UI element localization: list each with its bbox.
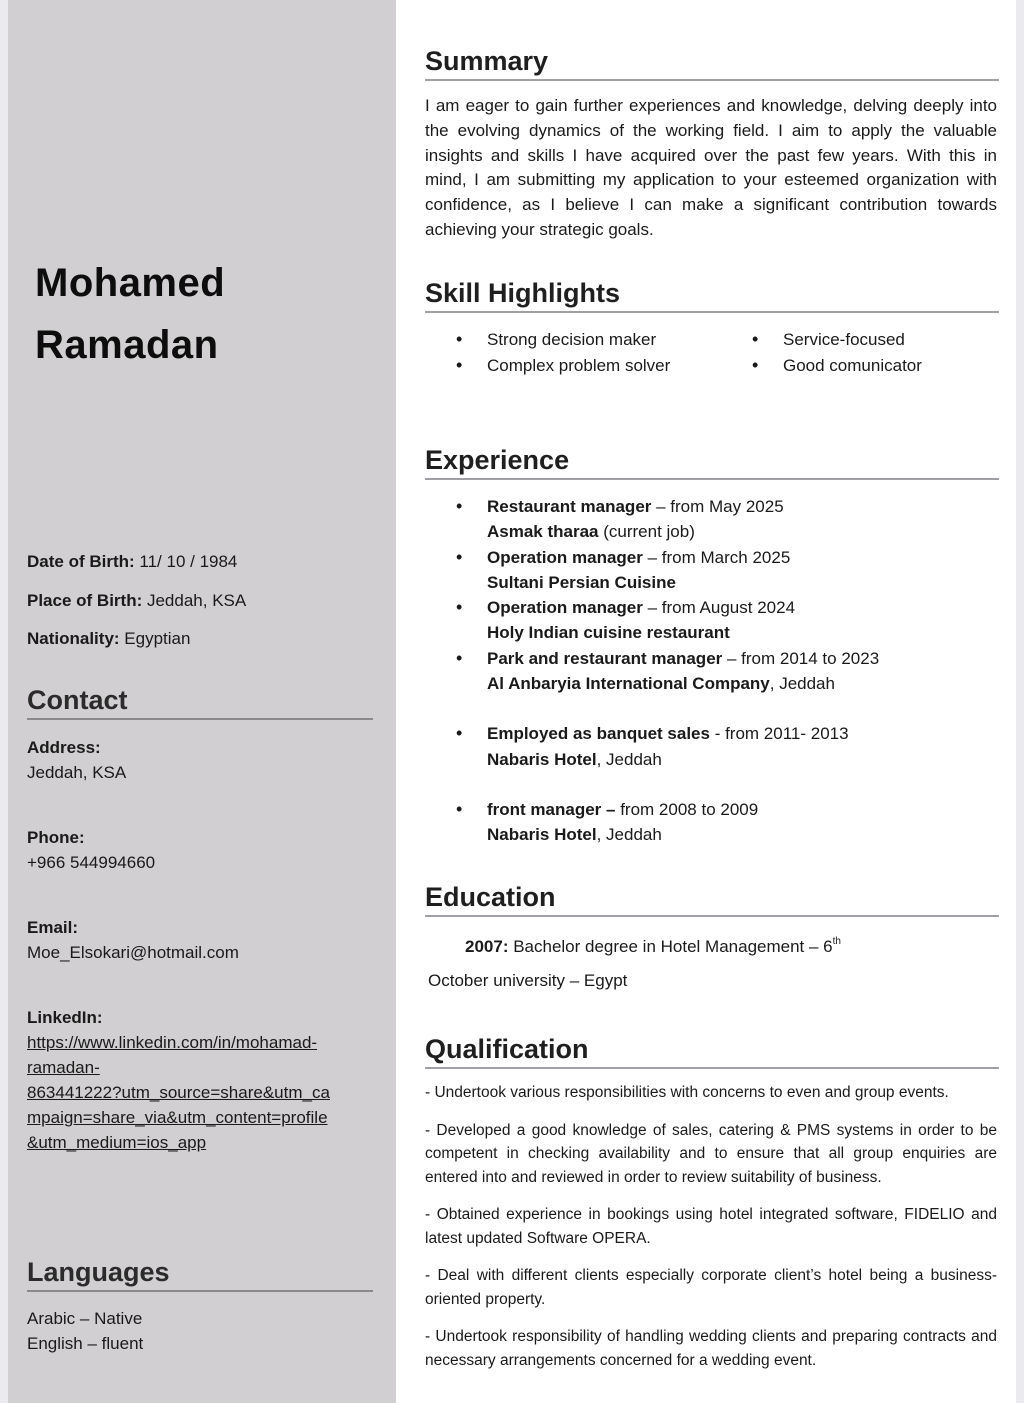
dob-label: Date of Birth:	[27, 552, 135, 571]
education-year: 2007:	[465, 937, 509, 956]
pob-label: Place of Birth:	[27, 590, 143, 610]
phone-value[interactable]: +966 544994660	[27, 853, 156, 872]
skill-item: • Good comunicator	[721, 353, 922, 379]
job-title: Operation manager	[487, 547, 643, 567]
linkedin-link-line[interactable]: &utm_medium=ios_app	[27, 1133, 207, 1152]
first-name: Mohamed	[35, 261, 226, 305]
languages-heading: Languages	[27, 1256, 373, 1292]
education-degree: Bachelor degree in Hotel Management – 6	[508, 937, 833, 956]
summary-heading: Summary	[425, 44, 999, 81]
experience-item	[425, 595, 999, 646]
pob-row	[27, 588, 246, 627]
job-suffix: , Jeddah	[769, 674, 835, 694]
address-value: Jeddah, KSA	[27, 763, 127, 782]
education-sup: th	[832, 936, 841, 947]
job-suffix: (current job)	[598, 522, 695, 542]
job-company: Nabaris Hotel	[487, 749, 597, 769]
full-name	[35, 252, 225, 376]
nationality-row	[27, 626, 246, 665]
contact-heading: Contact	[27, 684, 373, 720]
linkedin-label: LinkedIn:	[27, 1008, 103, 1027]
job-suffix: , Jeddah	[596, 825, 662, 845]
personal-info	[27, 549, 246, 665]
language-item: English – fluent	[27, 1334, 144, 1353]
resume-page	[8, 0, 1016, 1403]
job-period: – from March 2025	[642, 547, 791, 567]
job-period: from 2008 to 2009	[615, 799, 759, 819]
job-company: Nabaris Hotel	[487, 825, 597, 845]
summary-text: I am eager to gain further experiences and knowledge, delving deeply into the evolving dynamics of the working field. I aim to apply the valuable insights and skills I have acquired over the past few years. With this in mind, I am submitting my application to your esteemed organization with confidence, as I believe I can make a significant contribution towards achieving your strategic goals.	[425, 96, 997, 239]
linkedin-link[interactable]	[27, 1030, 372, 1155]
last-name: Ramadan	[35, 323, 219, 367]
qualification-item: - Undertook responsibility of handling wedding clients and preparing contracts and necessary arrangements concerned for a wedding event.	[425, 1328, 997, 1369]
job-company: Holy Indian cuisine restaurant	[487, 623, 730, 643]
qualification-heading: Qualification	[425, 1032, 999, 1069]
skills-heading: Skill Highlights	[425, 276, 999, 313]
experience-item	[425, 545, 999, 596]
qualification-list	[425, 1081, 997, 1386]
job-period: – from 2014 to 2023	[722, 648, 880, 668]
experience-heading: Experience	[425, 443, 999, 480]
skill-item: • Service-focused	[721, 327, 922, 353]
experience-item	[425, 721, 999, 772]
linkedin-link-line[interactable]: https://www.linkedin.com/in/mohamad-	[27, 1033, 318, 1052]
dob-row	[27, 549, 246, 588]
linkedin-link-line[interactable]: mpaign=share_via&utm_content=profile	[27, 1108, 328, 1127]
education-heading: Education	[425, 880, 999, 917]
email-value[interactable]: Moe_Elsokari@hotmail.com	[27, 943, 239, 962]
job-period: – from May 2025	[651, 497, 784, 516]
job-title: Operation manager	[487, 598, 643, 618]
address-block	[27, 735, 377, 785]
job-period: - from 2011- 2013	[709, 724, 849, 744]
email-label: Email:	[27, 918, 79, 937]
languages-list	[27, 1306, 143, 1356]
qualification-item: - Obtained experience in bookings using hotel integrated software, FIDELIO and latest updated Software OPERA.	[425, 1206, 997, 1247]
job-suffix: , Jeddah	[596, 749, 662, 769]
education-institution: October university – Egypt	[428, 971, 628, 990]
experience-item	[425, 494, 999, 545]
qualification-item: - Developed a good knowledge of sales, catering & PMS systems in order to be competent in checking availability and to ensure that all group enquiries are entered into and reviewed in order to review suitability of business.	[425, 1121, 997, 1186]
job-title: front manager –	[487, 799, 616, 819]
phone-label: Phone:	[27, 828, 85, 847]
nationality-value: Egyptian	[119, 629, 191, 648]
qualification-item: - Deal with different clients especially corporate client’s hotel being a business-oriented property.	[425, 1267, 997, 1308]
email-block	[27, 915, 377, 965]
linkedin-block	[27, 1005, 377, 1155]
nationality-label: Nationality:	[27, 629, 120, 648]
education-entry	[425, 929, 841, 994]
job-company: Al Anbaryia International Company	[487, 674, 770, 694]
job-title: Park and restaurant manager	[487, 648, 723, 668]
dob-value: 11/ 10 / 1984	[134, 552, 238, 571]
skill-item: • Strong decision maker	[425, 327, 670, 353]
job-company: Asmak tharaa	[487, 522, 599, 542]
skills-column-2	[721, 327, 922, 378]
linkedin-link-line[interactable]: 863441222?utm_source=share&utm_ca	[27, 1083, 330, 1102]
address-label: Address:	[27, 738, 101, 757]
qualification-item: - Undertook various responsibilities with concerns to even and group events.	[425, 1084, 949, 1101]
job-period: – from August 2024	[642, 598, 796, 618]
linkedin-link-line[interactable]: ramadan-	[27, 1058, 100, 1077]
job-title: Restaurant manager	[487, 497, 652, 516]
job-company: Sultani Persian Cuisine	[487, 572, 676, 592]
skill-item: • Complex problem solver	[425, 353, 670, 379]
experience-item	[425, 797, 999, 848]
experience-list	[425, 494, 999, 848]
phone-block	[27, 825, 377, 875]
sidebar	[8, 0, 396, 1403]
language-item: Arabic – Native	[27, 1309, 143, 1328]
experience-item	[425, 646, 999, 697]
job-title: Employed as banquet sales	[487, 724, 710, 744]
pob-value: Jeddah, KSA	[142, 590, 247, 610]
skills-column-1	[425, 327, 670, 378]
